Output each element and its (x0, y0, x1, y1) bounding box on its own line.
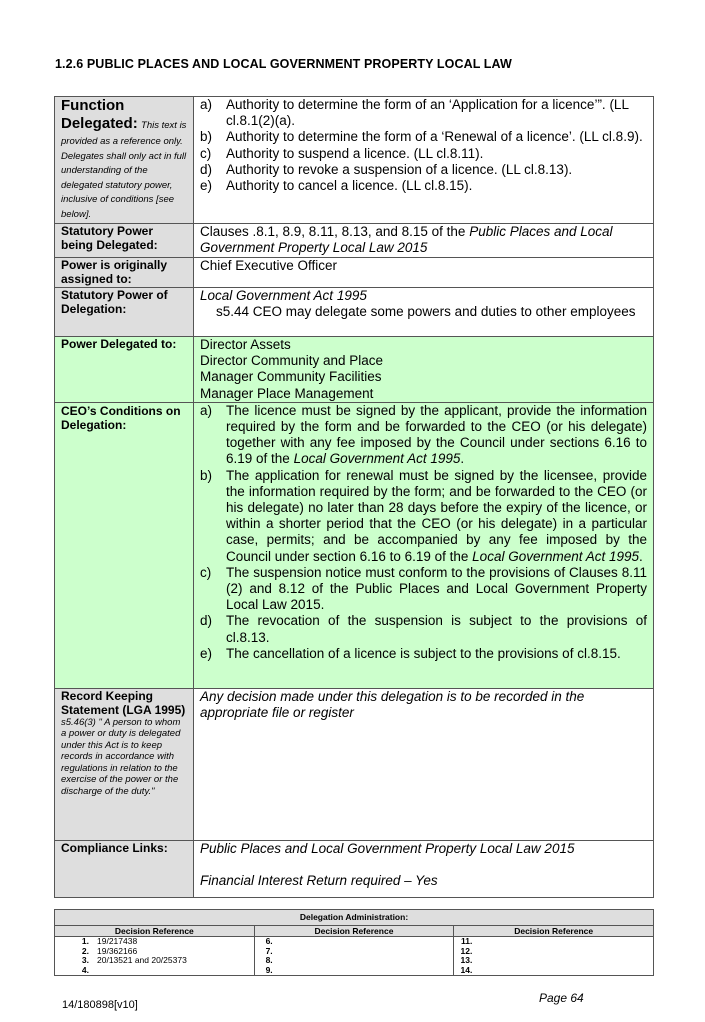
admin-col-1 (55, 937, 255, 976)
function-item: e) Authority to cancel a licence. (LL cl.8.15). (200, 178, 473, 194)
reference-row: 9. (265, 964, 273, 975)
admin-col-2 (254, 937, 454, 976)
document-reference: 14/180898[v10] (62, 999, 138, 1011)
function-label-cell (55, 97, 194, 224)
power-of-delegation-value (194, 288, 654, 337)
delegation-section: s5.44 CEO may delegate some powers and duties to other employees (216, 304, 636, 320)
reference-row: 11. (460, 936, 473, 946)
function-item: d) Authority to revoke a suspension of a licence. (LL cl.8.13). (200, 161, 573, 177)
delegate-item: Director Assets (200, 337, 291, 352)
function-item: a) Authority to determine the form of an ‘Application for a licence’”. (LL cl.8.1(2)(a). (200, 97, 629, 129)
compliance-value (194, 840, 654, 897)
reference-row: 6. (265, 936, 273, 946)
condition-item: c) The suspension notice must conform to the provisions of Clauses 8.11 (2) and 8.12 of the Public Places and Local Government Property Local Law 2015. (200, 564, 647, 613)
delegation-admin-table (54, 909, 654, 976)
reference-row: 13. (460, 955, 473, 965)
record-keeping-value: Any decision made under this delegation is to be recorded in the appropriate file or register (194, 688, 654, 840)
reference-row: 12. (460, 945, 473, 956)
reference-row: 7. (265, 945, 273, 956)
admin-col-3 (454, 937, 654, 976)
function-item: c) Authority to suspend a licence. (LL cl.8.11). (200, 145, 484, 161)
conditions-label: CEO’s Conditions on Delegation: (55, 402, 194, 688)
delegated-to-value (194, 337, 654, 403)
function-title: Function Delegated: (61, 97, 138, 132)
reference-row: 3. 20/13521 and 20/25373 (81, 955, 187, 965)
originally-assigned-value: Chief Executive Officer (194, 258, 654, 288)
condition-item: a) The licence must be signed by the applicant, provide the information required by the form and be forwarded to the CEO (or his delegate) together with any fee imposed by the Council under sections 6.16 to 6.19 of the Local Government Act 1995. (200, 402, 647, 467)
statutory-power-value: Clauses .8.1, 8.9, 8.11, 8.13, and 8.15 of the Public Places and Local Government Property Local Law 2015 (194, 224, 654, 258)
reference-row: 14. (460, 964, 473, 975)
compliance-line: Public Places and Local Government Property Local Law 2015 (200, 840, 575, 856)
condition-item: b) The application for renewal must be signed by the licensee, provide the information required by the form; and be forwarded to the CEO (or his delegate) no later than 28 days before the expiry of the licence, or within a shorter period that the CEO (or his delegate) in a particular case, permits; and be accompanied by any fee imposed by the Council under section 6.16 to 6.19 of the Local Government Act 1995. (200, 467, 647, 564)
compliance-label: Compliance Links: (55, 840, 194, 897)
reference-row: 2. 19/362166 (81, 945, 138, 956)
statutory-power-label: Statutory Power being Delegated: (55, 224, 194, 258)
record-keeping-note: s5.46(3) " A person to whom a power or duty is delegated under this Act is to keep records in accordance with regulations in relation to the exercise of the power or the discharge of the duty." (61, 716, 181, 797)
admin-title: Delegation Administration: (55, 910, 654, 926)
power-of-delegation-label: Statutory Power of Delegation: (55, 288, 194, 337)
decision-reference-header: Decision Reference (454, 926, 654, 937)
delegate-item: Manager Place Management (200, 385, 374, 401)
originally-assigned-label: Power is originally assigned to: (55, 258, 194, 288)
function-items-cell (194, 97, 654, 224)
condition-item: e) The cancellation of a licence is subject to the provisions of cl.8.15. (200, 645, 621, 661)
reference-row: 4. (81, 964, 89, 975)
delegation-table (54, 96, 654, 898)
record-keeping-label: Record Keeping Statement (LGA 1995) (61, 688, 186, 717)
delegate-item: Manager Community Facilities (200, 369, 382, 385)
reference-row: 1. 19/217438 (81, 936, 138, 946)
delegation-act: Local Government Act 1995 (200, 288, 367, 303)
record-keeping-label-cell (55, 688, 194, 840)
conditions-value (194, 402, 654, 688)
decision-reference-header: Decision Reference (254, 926, 454, 937)
reference-row: 8. (265, 955, 273, 965)
function-item: b) Authority to determine the form of a ‘Renewal of a licence’. (LL cl.8.9). (200, 129, 643, 145)
section-heading: 1.2.6 PUBLIC PLACES AND LOCAL GOVERNMENT PROPERTY LOCAL LAW (55, 57, 512, 71)
compliance-line: Financial Interest Return required – Yes (200, 873, 438, 889)
condition-item: d) The revocation of the suspension is subject to the provisions of cl.8.13. (200, 613, 647, 645)
decision-reference-header: Decision Reference (55, 926, 255, 937)
conditions-list (200, 403, 647, 662)
delegate-item: Director Community and Place (200, 353, 384, 369)
function-items-list (200, 97, 647, 194)
function-note: This text is provided as a reference only. Delegates shall only act in full understanding of the delegated statutory power, inclusive of conditions [see below]. (61, 120, 187, 220)
delegated-to-label: Power Delegated to: (55, 337, 194, 403)
page-number: Page 64 (539, 991, 584, 1005)
